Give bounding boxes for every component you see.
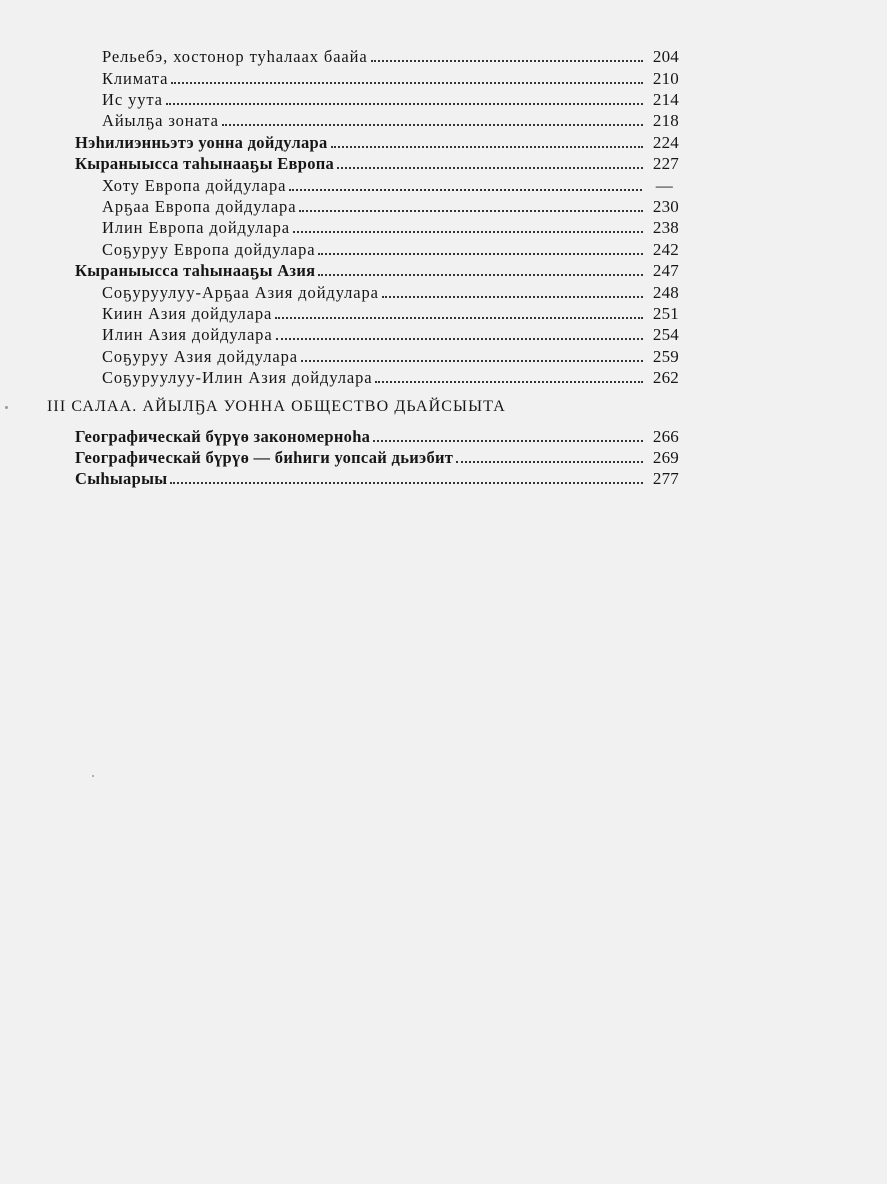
toc-entry [102,239,679,260]
toc-entry-title: Соҕуруу Европа дойдулара [102,240,316,259]
toc-entry-page: 230 [652,197,679,216]
section-heading: III САЛАА. АЙЫЛҔА УОННА ОБЩЕСТВО ДЬАЙСЫЫТА [47,398,506,415]
dot-leader [171,82,643,84]
toc-entry-title: Соҕуруулуу-Арҕаа Азия дойдулара [102,283,379,302]
toc-chapter-entry [75,153,679,174]
dot-leader [170,482,643,484]
toc-entry [102,110,679,131]
toc-entry [102,303,679,324]
dot-leader [318,274,643,276]
dot-leader [318,253,643,255]
toc-entry-title: Ис уута [102,90,163,109]
toc-entry-title: Нэһилиэнньэтэ уонна дойдулара [75,133,328,152]
dot-leader [222,124,643,126]
toc-chapter-entry [75,468,679,489]
toc-entry [102,196,679,217]
toc-entry-title: Киин Азия дойдулара [102,304,273,323]
scan-speck [5,406,8,409]
toc-chapter-entry [75,260,679,281]
toc-entry [102,367,679,388]
toc-entry-title: Айылҕа зоната [102,111,219,130]
toc-entry-title: Соҕуруу Азия дойдулара [102,347,298,366]
toc-entry [102,68,679,89]
dot-leader [276,338,643,340]
toc-entry-title: Географическай бүрүө — биһиги уопсай дьиэбит [75,448,454,467]
dot-leader [166,103,643,105]
toc-entry [102,89,679,110]
toc-chapter-entry [75,132,679,153]
toc-entry-title: Хоту Европа дойдулара [102,176,287,195]
dot-leader [456,461,643,463]
toc-entry-title: Географическай бүрүө закономерноһа [75,427,371,446]
toc-entry-page: 262 [652,368,679,387]
toc-entry-page: 266 [652,427,679,446]
toc-entry-page: 254 [652,325,679,344]
toc-entry-page: 259 [652,347,679,366]
dot-leader [293,231,643,233]
dot-leader [289,189,641,191]
toc-entry-title: Соҕуруулуу-Илин Азия дойдулара [102,368,373,387]
scan-speck [92,775,94,777]
dot-leader [375,381,643,383]
toc-entry-title: Илин Азия дойдулара [102,325,273,344]
toc-entry-page: 269 [652,448,679,467]
toc-entry [102,282,679,303]
dot-leader [301,360,643,362]
dot-leader [337,167,643,169]
toc-entry-page: 224 [652,133,679,152]
toc-entry-title: Илин Европа дойдулара [102,218,291,237]
toc-entry-page: 238 [652,218,679,237]
toc-entry-title: Сыһыарыы [75,469,168,488]
toc-chapter-entry [75,426,679,447]
toc-entry-page: 248 [652,283,679,302]
dot-leader [331,146,643,148]
toc-entry-title: Кыраныысса таһынааҕы Европа [75,154,335,173]
toc-entry [102,175,673,196]
toc-entry-title: Кыраныысса таһынааҕы Азия [75,261,316,280]
toc-entry [102,217,679,238]
dot-leader [275,317,643,319]
dot-leader [382,296,643,298]
toc-entry-page: 277 [652,469,679,488]
toc-entry-title: Климата [102,69,169,88]
toc-entry-page: 251 [652,304,679,323]
toc-entry-page: 227 [652,154,679,173]
dot-leader [373,440,643,442]
toc-chapter-entry [75,447,679,468]
toc-entry-title: Арҕаа Европа дойдулара [102,197,297,216]
dot-leader [371,60,643,62]
toc-entry [102,46,679,67]
dot-leader [299,210,643,212]
toc-entry-page: 204 [652,47,679,66]
toc-entry-page: 214 [652,90,679,109]
toc-entry-page: 218 [652,111,679,130]
toc-entry-page: 242 [652,240,679,259]
toc-entry-page: 247 [652,261,679,280]
toc-entry-page: — [655,176,673,195]
toc-entry-title: Рельебэ, хостонор туһалаах баайа [102,47,368,66]
toc-entry [102,346,679,367]
toc-entry [102,324,679,345]
toc-entry-page: 210 [652,69,679,88]
